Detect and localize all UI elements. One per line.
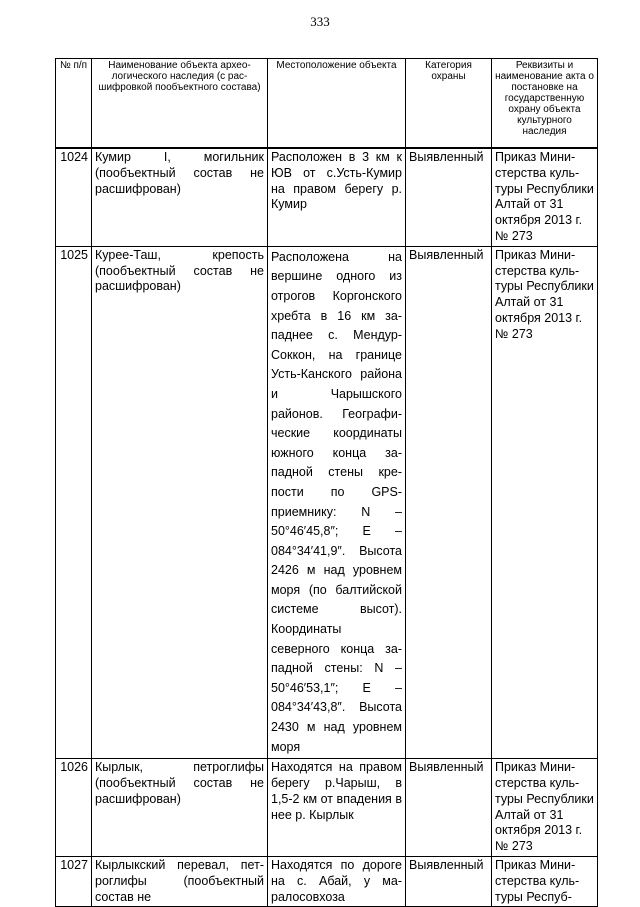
table-row — [56, 759, 598, 857]
header-protection-category: Категория охраны — [406, 59, 492, 149]
protection-category: Выявленный — [406, 857, 492, 907]
table-row — [56, 246, 598, 758]
object-location: Находятся на правом берегу р.Чарыш, в 1,5-2 км от впадения в нее р. Кырлык — [268, 759, 406, 857]
act-details: Приказ Министерства культуры Республики Алтай от 31 октября 2013 г. № 273 — [492, 246, 598, 758]
act-details: Приказ Министерства культуры Республики Алтай от 31 октября 2013 г. № 273 — [492, 148, 598, 246]
object-name: Кырлык, петроглифы (пообъектный состав не расшифрован) — [92, 759, 268, 857]
header-act-details: Реквизиты и наименование акта о постановке на государственную охрану объекта культурного наследия — [492, 59, 598, 149]
table-header — [56, 59, 598, 149]
row-number: 1025 — [56, 246, 92, 758]
object-location: Расположена на вершине одного из отрогов Коргонского хребта в 16 км западнее с. Мендур-Соккон, на границе Усть-Канского района и Чарышского районов. Географические координаты южного конца западной стены крепости по GPS-приемнику: N – 50°46′45,8″; E – 084°34′41,9″. Высота 2426 м над уровнем моря (по балтийской системе высот). Координаты северного конца западной стены: N – 50°46′53,1″; E – 084°34′43,8″. Высота 2430 м над уровнем моря — [268, 246, 406, 758]
act-details: Приказ Министерства культуры Респуб- — [492, 857, 598, 907]
row-number: 1026 — [56, 759, 92, 857]
heritage-registry-table — [55, 58, 598, 907]
object-name: Кумир I, могильник (пообъектный состав не расшифрован) — [92, 148, 268, 246]
row-number: 1027 — [56, 857, 92, 907]
header-location: Местоположение объекта — [268, 59, 406, 149]
header-object-name: Наименование объекта археологического наследия (с расшифровкой пообъектного состава) — [92, 59, 268, 149]
object-name: Курее-Таш, крепость (пообъектный состав не расшифрован) — [92, 246, 268, 758]
object-name: Кырлыкский перевал, петроглифы (пообъектный состав не — [92, 857, 268, 907]
table-row — [56, 148, 598, 246]
act-details: Приказ Министерства культуры Республики Алтай от 31 октября 2013 г. № 273 — [492, 759, 598, 857]
object-location: Находятся по дороге на с. Абай, у маралосовхоза — [268, 857, 406, 907]
row-number: 1024 — [56, 148, 92, 246]
protection-category: Выявленный — [406, 148, 492, 246]
page-number: 333 — [310, 14, 330, 29]
protection-category: Выявленный — [406, 759, 492, 857]
object-location: Расположен в 3 км к ЮВ от с.Усть-Кумир на правом берегу р. Кумир — [268, 148, 406, 246]
header-row — [56, 59, 598, 149]
header-number: № п/п — [56, 59, 92, 149]
protection-category: Выявленный — [406, 246, 492, 758]
table-row — [56, 857, 598, 907]
